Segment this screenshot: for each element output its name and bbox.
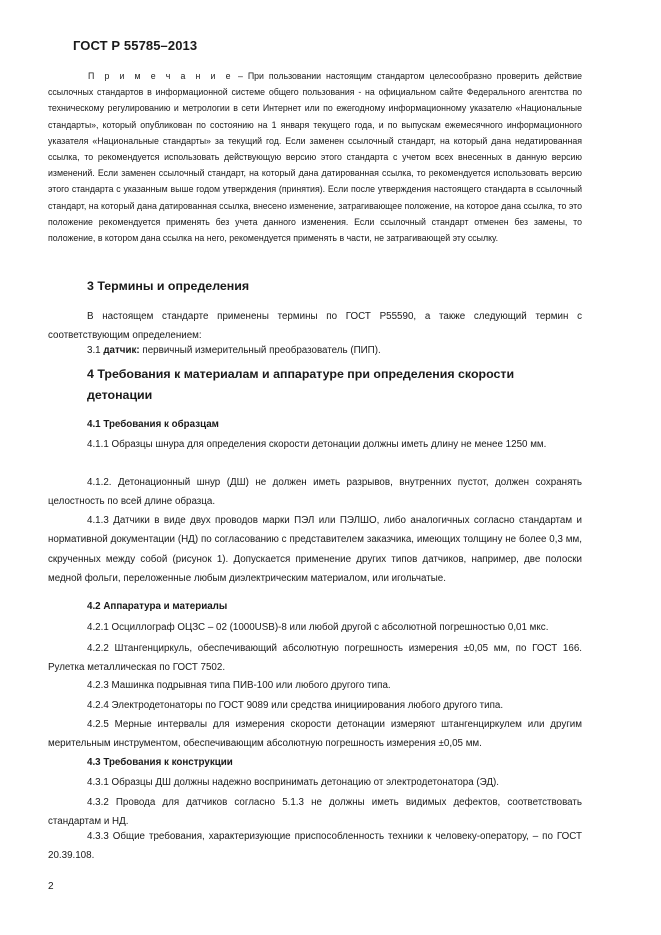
subsection-4-2-heading: 4.2 Аппаратура и материалы	[87, 601, 228, 612]
paragraph-4-2-2: 4.2.2 Штангенциркуль, обеспечивающий абсолютную погрешность измерения ±0,05 мм, по ГОСТ 166. Рулетка металлическая по ГОСТ 7502.	[48, 643, 582, 674]
document-header: ГОСТ Р 55785–2013	[73, 38, 198, 53]
paragraph-4-2-1: 4.2.1 Осциллограф ОЦЗС – 02 (1000USB)-8 или любой другой с абсолютной погрешностью 0,01 мкс.	[87, 622, 549, 633]
term-definition: первичный измерительный преобразователь (ПИП).	[139, 345, 381, 356]
term-3-1	[48, 341, 582, 360]
paragraph-4-3-2: 4.3.2 Провода для датчиков согласно 5.1.3 не должны иметь видимых дефектов, соответствовать стандартам и НД.	[48, 797, 582, 828]
note-text: – При пользовании настоящим стандартом целесообразно проверить действие ссылочных стандартов в информационной системе общего пользования - на официальном сайте Федерального агентства по техническому регулированию и метрологии в сети Интернет или по ежегодному информационному указателю «Национальные стандарты», который опубликован по состоянию на 1 января текущего года, и по выпускам ежемесячного информационного указателя «Национальные стандарты» за текущий год. Если заменен ссылочный стандарт, на который дана недатированная ссылка, то рекомендуется использовать действующую версию этого стандарта с учетом всех внесенных в данную версию изменений. Если заменен ссылочный стандарт, на который дана датированная ссылка, то рекомендуется использовать версию этого стандарта с указанным выше годом утверждения (принятия). Если после утверждения настоящего стандарта в ссылочный стандарт, на который дана датированная ссылка, внесено изменение, затрагивающее положение, на которое дана ссылка, то это положение рекомендуется применять без учета данного изменения. Если ссылочный стандарт отменен без замены, то положение, в котором дана ссылка на него, рекомендуется применять в части, не затрагивающей эту ссылку.	[48, 71, 582, 244]
section-4-heading: 4 Требования к материалам и аппаратуре при определения скорости детонации	[87, 367, 515, 402]
note-lead: П р и м е ч а н и е	[88, 71, 234, 81]
subsection-4-1-heading: 4.1 Требования к образцам	[87, 419, 219, 430]
paragraph-4-2-4: 4.2.4 Электродетонаторы по ГОСТ 9089 или средства инициирования любого другого типа.	[87, 700, 504, 711]
paragraph-4-2-3: 4.2.3 Машинка подрывная типа ПИВ-100 или любого другого типа.	[87, 680, 391, 691]
paragraph-4-1-3: 4.1.3 Датчики в виде двух проводов марки ПЭЛ или ПЭЛШО, либо аналогичных согласно стандартам и нормативной документации (НД) по согласованию с представителем заказчика, имеющих толщину не более 0,3 мм, скрученных между собой (рисунок 1). Допускается применение других типов датчиков, например, две полоски медной фольги, переложенные любым диэлектрическим материалом, или игольчатые.	[48, 515, 582, 585]
paragraph-4-1-1: 4.1.1 Образцы шнура для определения скорости детонации должны иметь длину не менее 1250 мм.	[87, 439, 547, 450]
note-paragraph	[48, 68, 582, 246]
paragraph-4-1-2: 4.1.2. Детонационный шнур (ДШ) не должен иметь разрывов, внутренних пустот, должен сохранять целостность по всей длине образца.	[48, 477, 582, 508]
term-number: 3.1	[87, 345, 104, 356]
paragraph-4-2-5: 4.2.5 Мерные интервалы для измерения скорости детонации измеряют штангенциркулем или другим мерительным инструментом, обеспечивающим абсолютную погрешность измерения ±0,05 мм.	[48, 719, 582, 750]
section-3-intro: В настоящем стандарте применены термины по ГОСТ Р55590, а также следующий термин с соответствующим определением:	[48, 311, 582, 342]
page-number: 2	[48, 881, 54, 892]
term-word: датчик:	[103, 345, 140, 356]
paragraph-4-3-1: 4.3.1 Образцы ДШ должны надежно воспринимать детонацию от электродетонатора (ЭД).	[87, 777, 499, 788]
subsection-4-3-heading: 4.3 Требования к конструкции	[87, 757, 233, 768]
section-3-heading: 3 Термины и определения	[87, 279, 250, 293]
paragraph-4-3-3: 4.3.3 Общие требования, характеризующие приспособленность техники к человеку-оператору, – по ГОСТ 20.39.108.	[48, 831, 582, 862]
